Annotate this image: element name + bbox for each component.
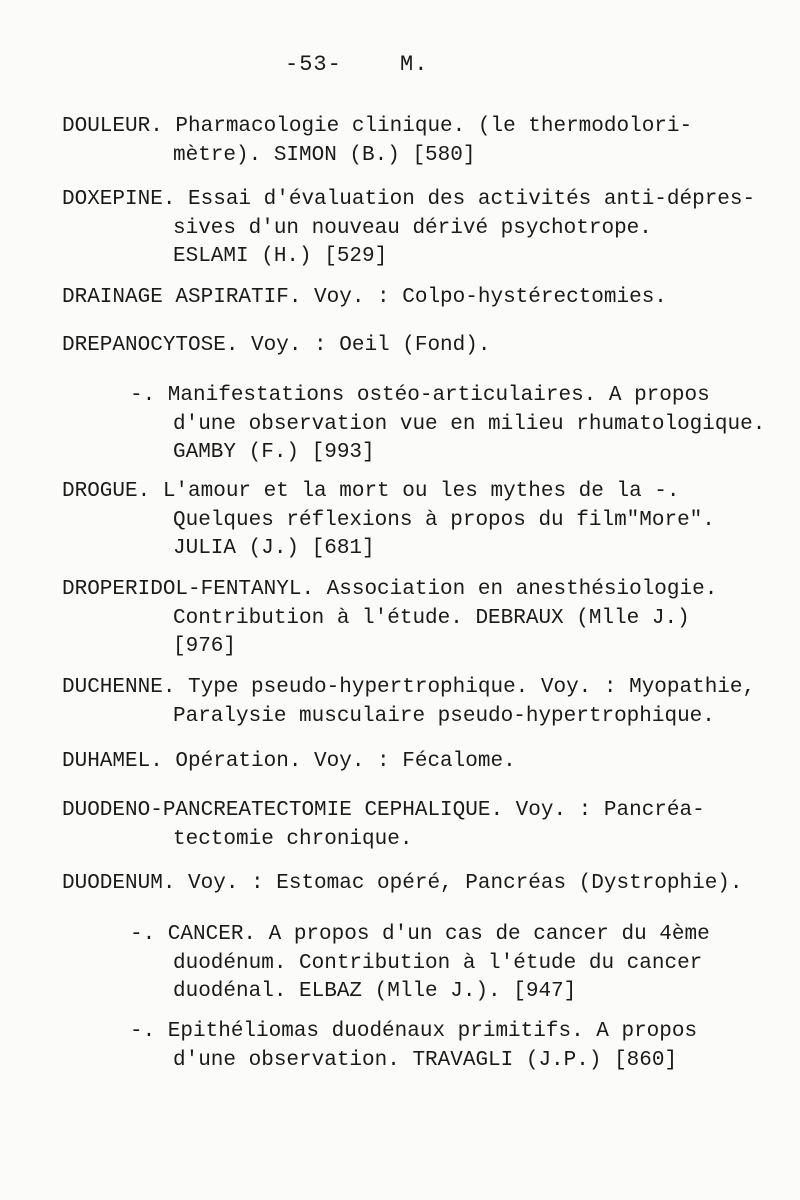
entry-line: [976] [173, 635, 237, 658]
index-subentry-manifestations [130, 382, 800, 468]
section-letter: M. [400, 52, 429, 77]
entry-line: Paralysie musculaire pseudo-hypertrophique. [173, 704, 715, 728]
entry-line: d'une observation vue en milieu rhumatologique. [173, 412, 766, 436]
index-entry-drogue [62, 478, 762, 564]
index-entry-duchenne [62, 674, 762, 731]
entry-line: GAMBY (F.) [993] [173, 441, 375, 464]
entry-line: DUCHENNE. Type pseudo-hypertrophique. Voy. : Myopathie, [62, 676, 756, 699]
index-entry-doxepine [62, 186, 762, 272]
index-entry-douleur [62, 113, 762, 170]
entry-line: -. CANCER. A propos d'un cas de cancer du 4ème [130, 923, 710, 946]
index-entry-duodeno-pancreatectomie [62, 797, 762, 854]
entry-line: mètre). SIMON (B.) [580] [173, 143, 476, 167]
entry-line: JULIA (J.) [681] [173, 537, 375, 560]
entry-line: DREPANOCYTOSE. Voy. : Oeil (Fond). [62, 334, 491, 357]
index-entry-duodenum [62, 870, 762, 899]
entry-line: DOXEPINE. Essai d'évaluation des activités anti-dépres- [62, 188, 756, 211]
page-number: -53- [285, 52, 342, 77]
index-subentry-epitheliomas [130, 1018, 800, 1075]
entry-line: Quelques réflexions à propos du film"More". [173, 508, 715, 532]
entry-line: -. Epithéliomas duodénaux primitifs. A propos [130, 1020, 698, 1043]
entry-line: DUODENUM. Voy. : Estomac opéré, Pancréas (Dystrophie). [62, 872, 743, 895]
entry-line: duodénal. ELBAZ (Mlle J.). [947] [173, 980, 577, 1003]
index-entry-drainage-aspiratif [62, 284, 762, 313]
entry-line: tectomie chronique. [173, 827, 413, 851]
index-entry-duhamel [62, 748, 762, 777]
entry-line: DRAINAGE ASPIRATIF. Voy. : Colpo-hystérectomies. [62, 286, 667, 309]
entry-line: d'une observation. TRAVAGLI (J.P.) [860] [173, 1048, 678, 1072]
entry-line: Contribution à l'étude. DEBRAUX (Mlle J.) [173, 606, 690, 630]
entry-line: DROGUE. L'amour et la mort ou les mythes de la -. [62, 480, 680, 503]
entry-line: ESLAMI (H.) [529] [173, 245, 388, 268]
entry-line: DROPERIDOL-FENTANYL. Association en anesthésiologie. [62, 578, 718, 601]
index-entry-drepanocytose [62, 332, 762, 361]
entry-line: DUODENO-PANCREATECTOMIE CEPHALIQUE. Voy. : Pancréa- [62, 799, 705, 822]
page-header [285, 52, 428, 77]
entry-line: duodénum. Contribution à l'étude du cancer [173, 951, 703, 975]
index-entry-droperidol-fentanyl [62, 576, 762, 662]
entry-line: DOULEUR. Pharmacologie clinique. (le thermodolori- [62, 115, 693, 138]
entry-line: sives d'un nouveau dérivé psychotrope. [173, 216, 652, 240]
index-subentry-cancer [130, 921, 800, 1007]
entry-line: -. Manifestations ostéo-articulaires. A propos [130, 384, 710, 407]
entry-line: DUHAMEL. Opération. Voy. : Fécalome. [62, 750, 516, 773]
